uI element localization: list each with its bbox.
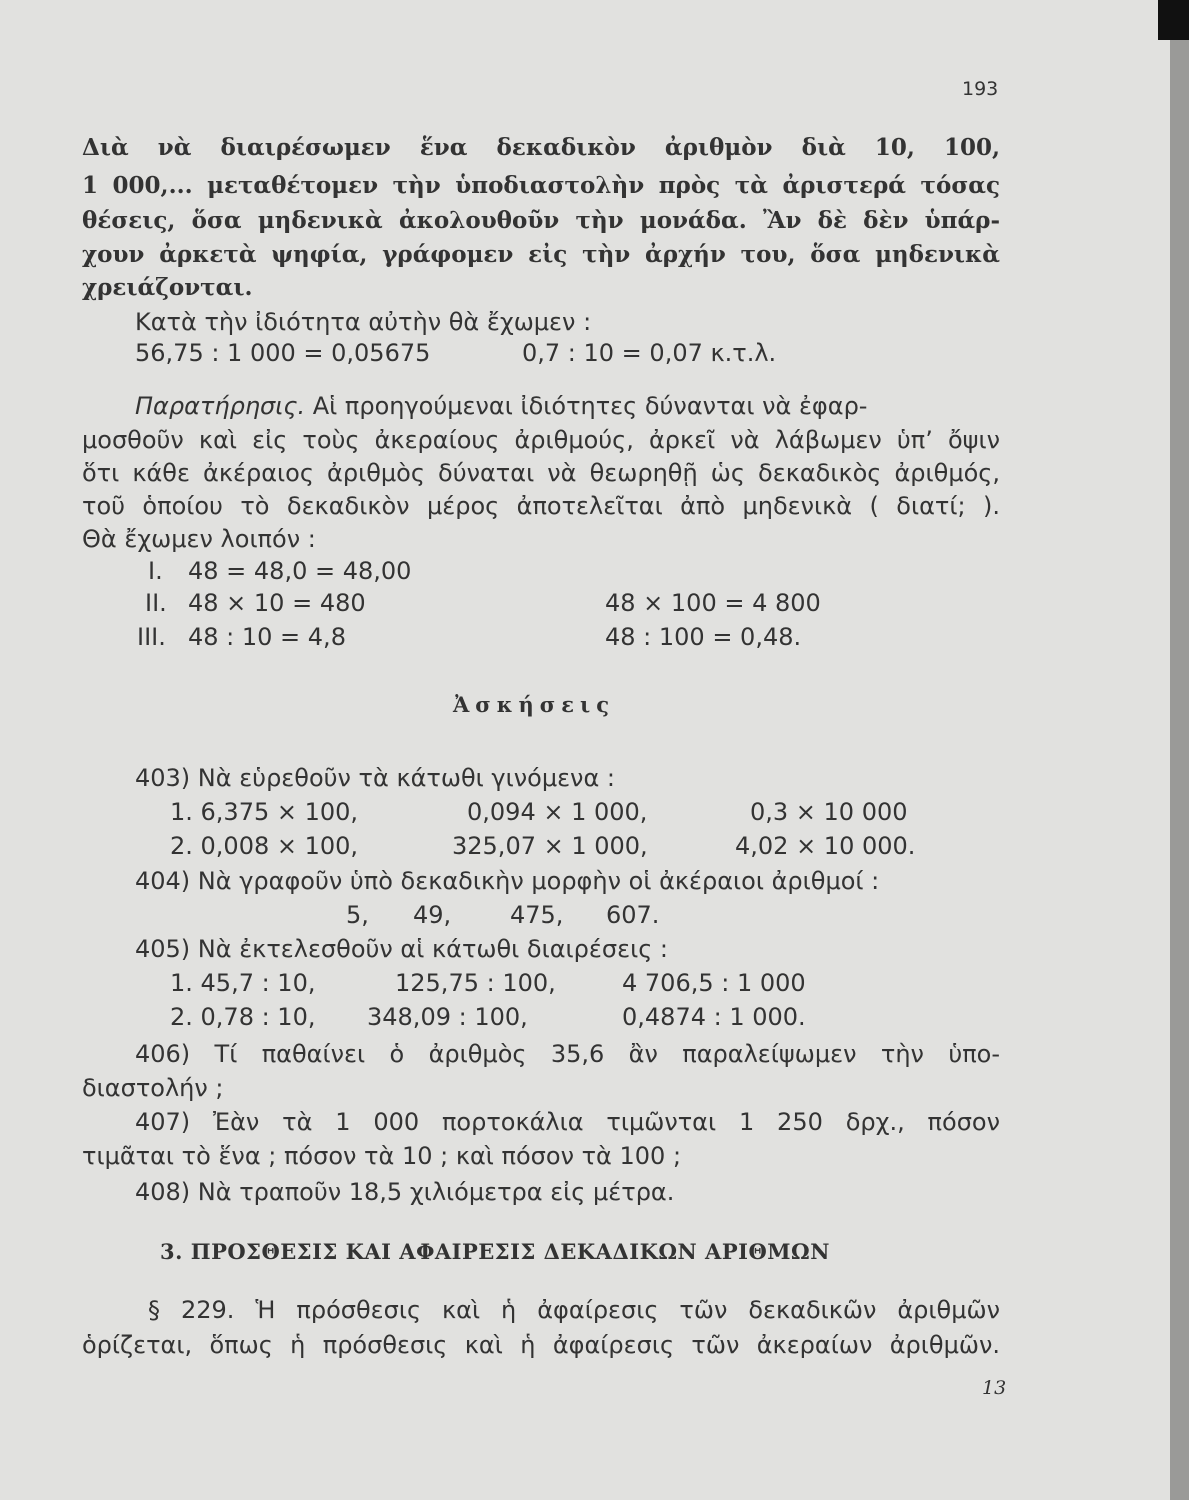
exercise-408-line: 408) Νὰ τραποῦν 18,5 χιλιόμετρα εἰς μέτρα. bbox=[135, 1178, 675, 1206]
intro-line: 1 000,... μεταθέτομεν τὴν ὑποδιαστολὴν πρὸς τὰ ἀριστερά τόσας bbox=[82, 172, 1000, 199]
exercise-405-item: 348,09 : 100, bbox=[367, 1003, 528, 1031]
case-expr: 48 : 10 = 4,8 bbox=[188, 623, 346, 651]
property-line: Κατὰ τὴν ἰδιότητα αὐτὴν θὰ ἔχωμεν : bbox=[135, 308, 592, 336]
signature-mark: 13 bbox=[982, 1377, 1007, 1399]
exercise-407-line: 407) Ἐὰν τὰ 1 000 πορτοκάλια τιμῶνται 1 250 δρχ., πόσον bbox=[135, 1108, 1000, 1136]
exercise-403-item: 2. 0,008 × 100, bbox=[170, 832, 359, 860]
exercise-403-item: 0,3 × 10 000 bbox=[750, 798, 908, 826]
section-title: 3. ΠΡΟΣΘΕΣΙΣ ΚΑΙ ΑΦΑΙΡΕΣΙΣ ΔΕΚΑΔΙΚΩΝ ΑΡΙΘΜΩΝ bbox=[160, 1239, 830, 1264]
example-a: 56,75 : 1 000 = 0,05675 bbox=[135, 339, 431, 367]
remark-line: τοῦ ὁποίου τὸ δεκαδικὸν μέρος ἀποτελεῖται ἀπὸ μηδενικὰ ( διατί; ). bbox=[82, 492, 1000, 520]
exercise-403-prompt: 403) Νὰ εὑρεθοῦν τὰ κάτωθι γινόμενα : bbox=[135, 764, 615, 792]
exercise-403-item: 0,094 × 1 000, bbox=[467, 798, 648, 826]
section-text-line: ὁρίζεται, ὅπως ἡ πρόσθεσις καὶ ἡ ἀφαίρεσις τῶν ἀκεραίων ἀριθμῶν. bbox=[82, 1331, 1000, 1359]
case-expr: 48 = 48,0 = 48,00 bbox=[188, 557, 412, 585]
case-label: I. bbox=[148, 557, 163, 585]
intro-line: χουν ἀρκετὰ ψηφία, γράφομεν εἰς τὴν ἀρχήν του, ὅσα μηδενικὰ bbox=[82, 241, 1000, 268]
case-expr-2: 48 : 100 = 0,48. bbox=[605, 623, 802, 651]
page-edge bbox=[1170, 0, 1189, 1500]
intro-line: θέσεις, ὅσα μηδενικὰ ἀκολουθοῦν τὴν μονάδα. Ἂν δὲ δὲν ὑπάρ- bbox=[82, 207, 1000, 234]
exercise-403-item: 325,07 × 1 000, bbox=[452, 832, 648, 860]
example-b: 0,7 : 10 = 0,07 κ.τ.λ. bbox=[522, 339, 777, 367]
intro-line: χρειάζονται. bbox=[82, 274, 253, 301]
exercise-404-prompt: 404) Νὰ γραφοῦν ὑπὸ δεκαδικὴν μορφὴν οἱ ἀκέραιοι ἀριθμοί : bbox=[135, 867, 880, 895]
case-label: III. bbox=[137, 623, 166, 651]
remark-label: Παρατήρησις. bbox=[135, 392, 306, 420]
case-label: II. bbox=[145, 589, 167, 617]
exercise-403-item: 1. 6,375 × 100, bbox=[170, 798, 359, 826]
exercise-405-prompt: 405) Νὰ ἐκτελεσθοῦν αἱ κάτωθι διαιρέσεις : bbox=[135, 935, 668, 963]
intro-line: Διὰ νὰ διαιρέσωμεν ἕνα δεκαδικὸν ἀριθμὸν διὰ 10, 100, bbox=[82, 134, 1000, 161]
exercise-404-value: 475, bbox=[510, 901, 564, 929]
exercise-405-item: 1. 45,7 : 10, bbox=[170, 969, 316, 997]
page-edge-corner bbox=[1158, 0, 1189, 40]
exercises-heading: Ἀσκήσεις bbox=[453, 692, 615, 717]
exercise-407-line: τιμᾶται τὸ ἕνα ; πόσον τὰ 10 ; καὶ πόσον τὰ 100 ; bbox=[82, 1142, 682, 1170]
remark-line: μοσθοῦν καὶ εἰς τοὺς ἀκεραίους ἀριθμούς, ἀρκεῖ νὰ λάβωμεν ὑπ’ ὄψιν bbox=[82, 426, 1000, 454]
exercise-406-line: διαστολήν ; bbox=[82, 1074, 224, 1102]
remark-first-line bbox=[135, 391, 1000, 421]
exercise-405-item: 2. 0,78 : 10, bbox=[170, 1003, 316, 1031]
exercise-406-line: 406) Τί παθαίνει ὁ ἀριθμὸς 35,6 ἂν παραλείψωμεν τὴν ὑπο- bbox=[135, 1040, 1000, 1068]
case-expr-2: 48 × 100 = 4 800 bbox=[605, 589, 821, 617]
exercise-405-item: 125,75 : 100, bbox=[395, 969, 556, 997]
remark-line: ὅτι κάθε ἀκέραιος ἀριθμὸς δύναται νὰ θεωρηθῇ ὡς δεκαδικὸς ἀριθμός, bbox=[82, 459, 1000, 487]
exercise-405-item: 4 706,5 : 1 000 bbox=[622, 969, 806, 997]
exercise-405-item: 0,4874 : 1 000. bbox=[622, 1003, 806, 1031]
remark-line: Θὰ ἔχωμεν λοιπόν : bbox=[82, 525, 316, 553]
case-expr: 48 × 10 = 480 bbox=[188, 589, 366, 617]
exercise-404-value: 5, bbox=[346, 901, 369, 929]
exercise-403-item: 4,02 × 10 000. bbox=[735, 832, 916, 860]
page-number: 193 bbox=[962, 78, 999, 100]
exercise-404-value: 607. bbox=[606, 901, 660, 929]
remark-text: Αἱ προηγούμεναι ἰδιότητες δύνανται νὰ ἐφαρ- bbox=[312, 392, 868, 420]
exercise-404-value: 49, bbox=[413, 901, 452, 929]
section-text-line: § 229. Ἡ πρόσθεσις καὶ ἡ ἀφαίρεσις τῶν δεκαδικῶν ἀριθμῶν bbox=[148, 1296, 1000, 1324]
